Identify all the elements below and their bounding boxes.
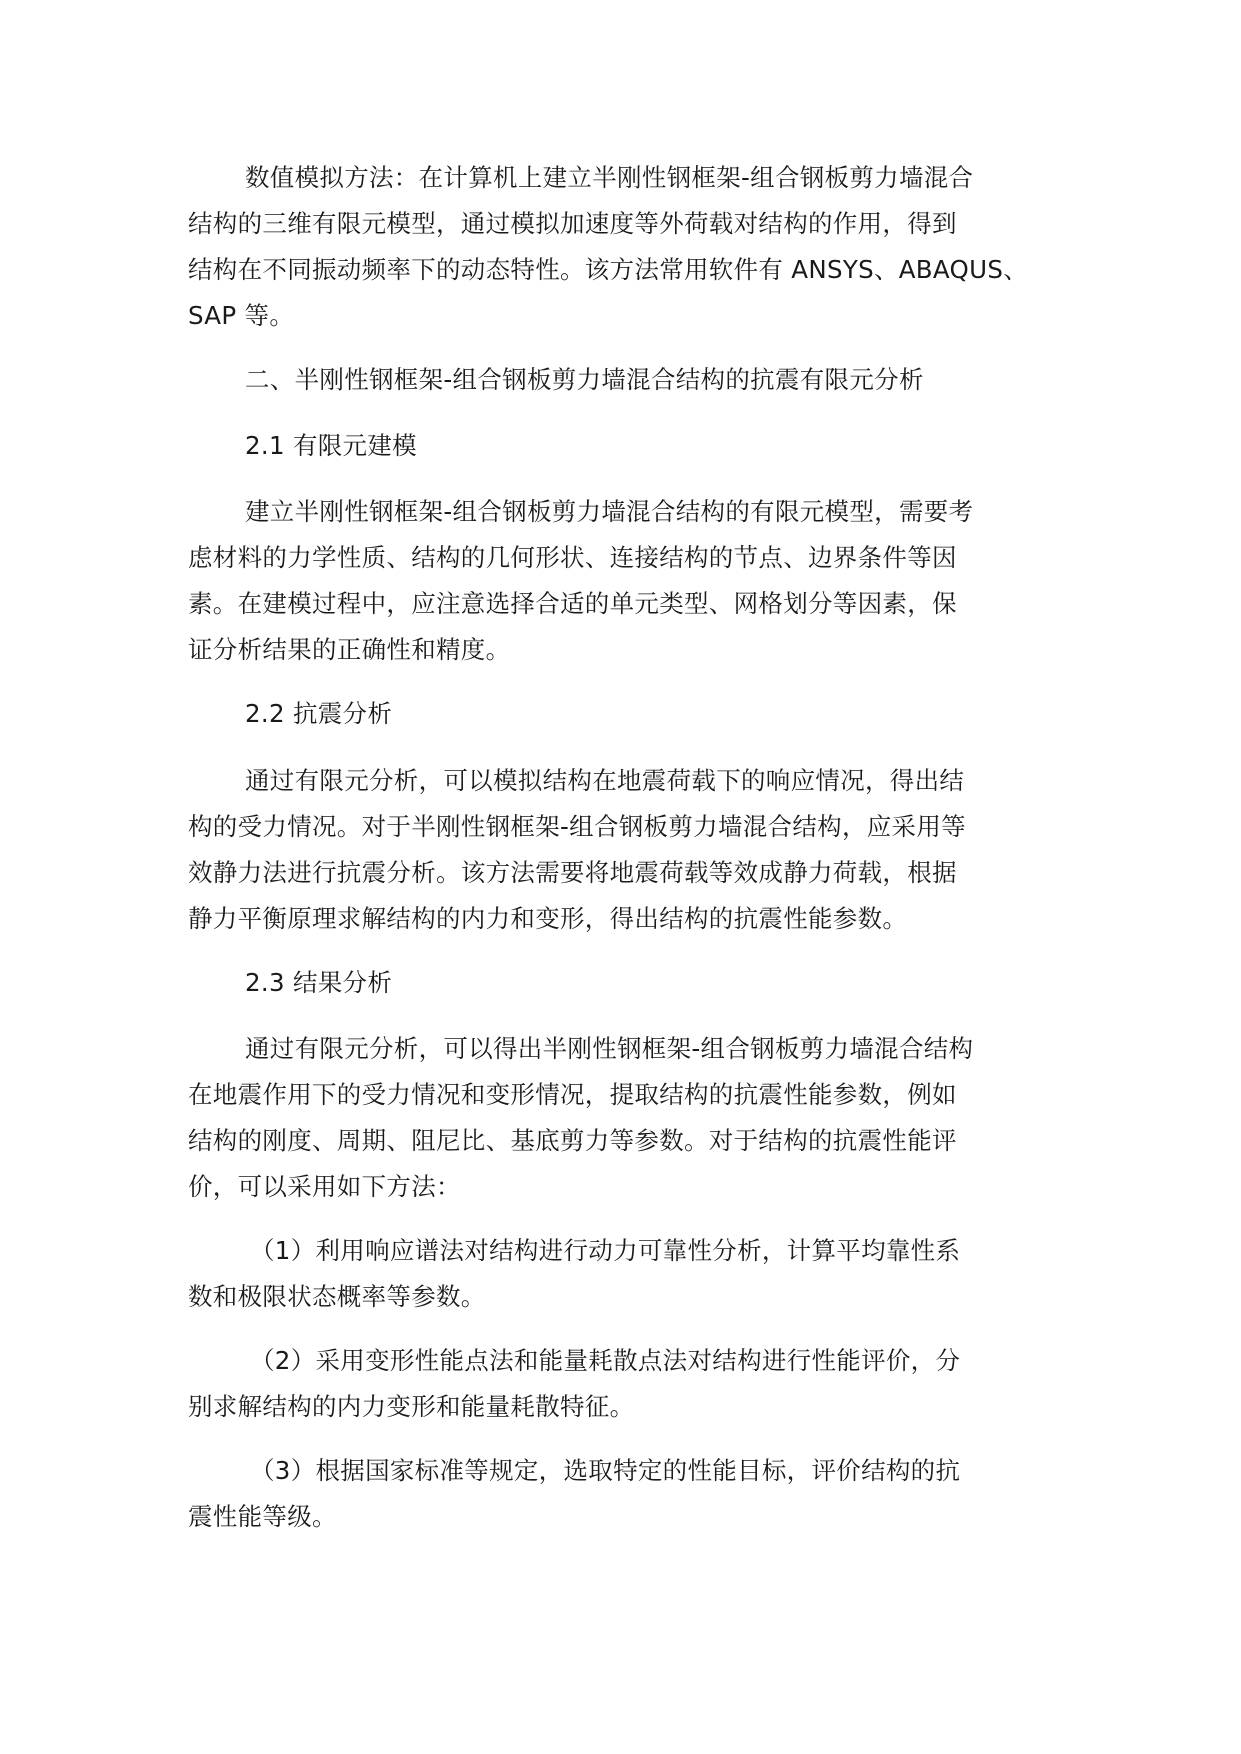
text-line: 通过有限元分析，可以模拟结构在地震荷载下的响应情况，得出结 <box>245 766 965 795</box>
text-line: 静力平衡原理求解结构的内力和变形，得出结构的抗震性能参数。 <box>188 904 908 933</box>
list-item-3 <box>188 1448 1068 1540</box>
paragraph-2-2 <box>188 758 1068 942</box>
text-line: 价，可以采用如下方法： <box>188 1172 461 1201</box>
list-item-1 <box>188 1228 1068 1320</box>
text-line: 通过有限元分析，可以得出半刚性钢框架-组合钢板剪力墙混合结构 <box>245 1034 974 1063</box>
text-line: （2）采用变形性能点法和能量耗散点法对结构进行性能评价，分 <box>250 1346 961 1375</box>
text-line: 结构在不同振动频率下的动态特性。该方法常用软件有 ANSYS、ABAQUS、 <box>188 255 1029 284</box>
text-line: 数和极限状态概率等参数。 <box>188 1282 486 1311</box>
text-line: （3）根据国家标准等规定，选取特定的性能目标，评价结构的抗 <box>250 1456 961 1485</box>
subheading-2-2 <box>188 691 1068 737</box>
paragraph-2-1 <box>188 489 1068 673</box>
text-line: 构的受力情况。对于半刚性钢框架-组合钢板剪力墙混合结构，应采用等 <box>188 812 966 841</box>
section-heading-2 <box>188 357 1068 403</box>
text-line: 结构的刚度、周期、阻尼比、基底剪力等参数。对于结构的抗震性能评 <box>188 1126 957 1155</box>
text-line: （1）利用响应谱法对结构进行动力可靠性分析，计算平均靠性系 <box>250 1236 961 1265</box>
text-line: SAP 等。 <box>188 301 295 330</box>
subheading-2-1 <box>188 423 1068 469</box>
subheading-2-3 <box>188 960 1068 1006</box>
text-line: 建立半刚性钢框架-组合钢板剪力墙混合结构的有限元模型，需要考 <box>245 497 974 526</box>
text-line: 效静力法进行抗震分析。该方法需要将地震荷载等效成静力荷载，根据 <box>188 858 957 887</box>
heading-text: 二、半刚性钢框架-组合钢板剪力墙混合结构的抗震有限元分析 <box>245 365 924 394</box>
text-line: 别求解结构的内力变形和能量耗散特征。 <box>188 1392 635 1421</box>
text-line: 在地震作用下的受力情况和变形情况，提取结构的抗震性能参数，例如 <box>188 1080 957 1109</box>
paragraph-2-3 <box>188 1026 1068 1210</box>
text-line: 证分析结果的正确性和精度。 <box>188 635 511 664</box>
heading-text: 2.1 有限元建模 <box>245 431 417 460</box>
paragraph-numerical-method <box>188 155 1068 339</box>
heading-text: 2.2 抗震分析 <box>245 699 393 728</box>
text-line: 素。在建模过程中，应注意选择合适的单元类型、网格划分等因素，保 <box>188 589 957 618</box>
text-line: 震性能等级。 <box>188 1502 337 1531</box>
text-line: 数值模拟方法：在计算机上建立半刚性钢框架-组合钢板剪力墙混合 <box>245 163 974 192</box>
text-line: 结构的三维有限元模型，通过模拟加速度等外荷载对结构的作用，得到 <box>188 209 957 238</box>
text-line: 虑材料的力学性质、结构的几何形状、连接结构的节点、边界条件等因 <box>188 543 957 572</box>
heading-text: 2.3 结果分析 <box>245 968 393 997</box>
list-item-2 <box>188 1338 1068 1430</box>
